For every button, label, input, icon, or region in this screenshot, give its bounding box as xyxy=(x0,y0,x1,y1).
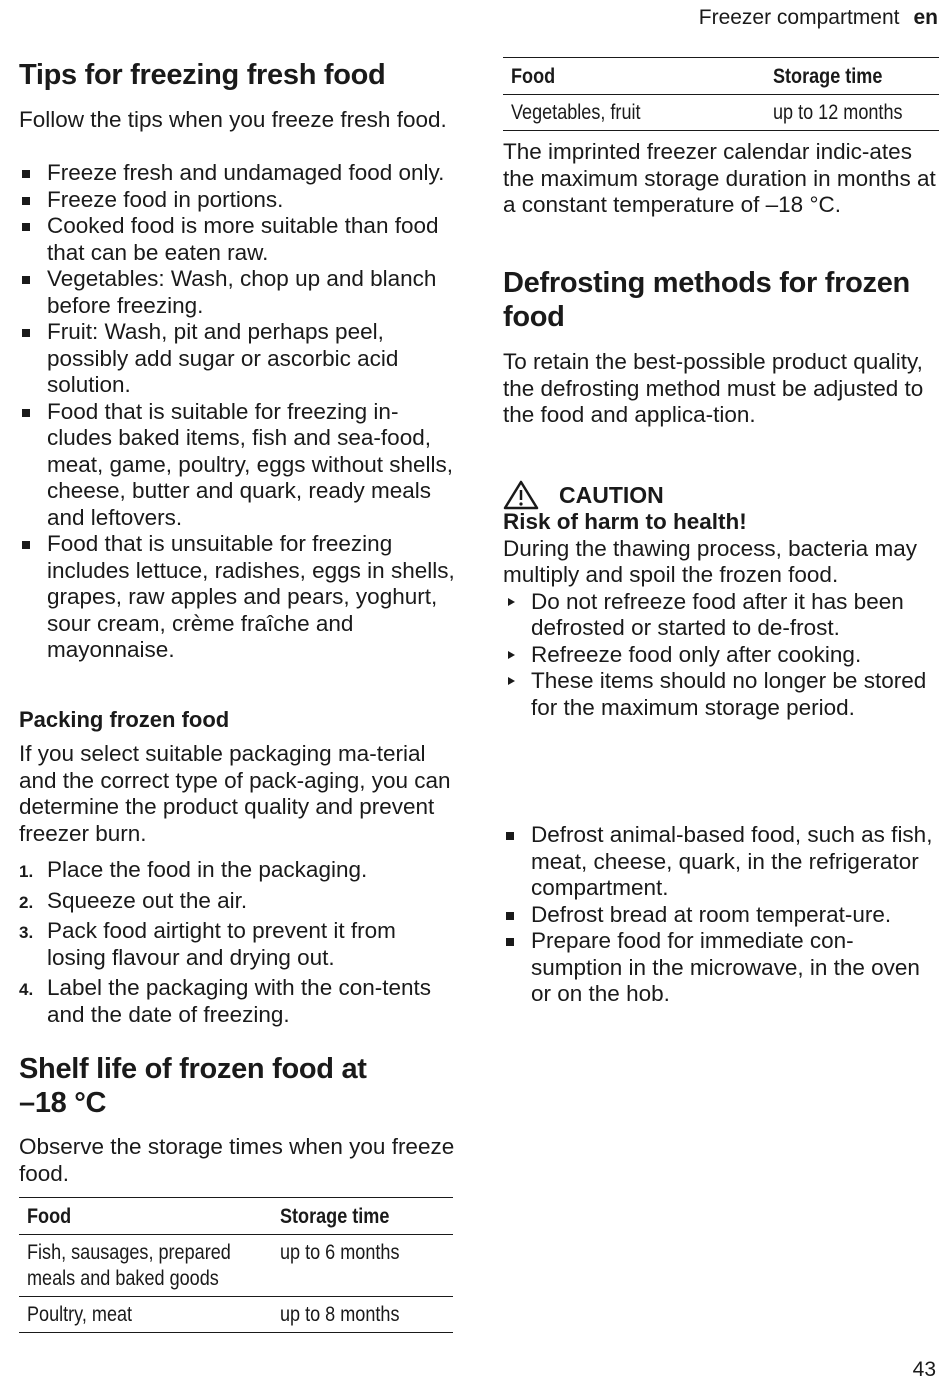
section-name: Freezer compartment xyxy=(698,6,900,29)
shelf-life-heading-line1: Shelf life of frozen food at xyxy=(19,1053,367,1085)
tips-list xyxy=(19,160,459,664)
table-row xyxy=(19,1297,453,1333)
column-header-storage-time: Storage time xyxy=(765,58,939,95)
caution-text: During the thawing process, bacteria may multiply and spoil the frozen food. xyxy=(503,535,917,587)
tips-intro: Follow the tips when you freeze fresh food. xyxy=(19,107,447,132)
step-text: Label the packaging with the con-tents and the date of freezing. xyxy=(47,975,432,1027)
defrost-list xyxy=(503,822,939,1008)
storage-table-continued xyxy=(503,57,939,131)
caution-heading xyxy=(503,480,939,510)
defrost-intro: To retain the best-possible product quality, the defrosting method must be adjusted to the food and applica-tion. xyxy=(503,349,924,427)
table-row xyxy=(503,95,939,131)
list-item: Prepare food for immediate con-sumption in the microwave, in the oven or on the hob. xyxy=(503,928,939,1008)
table-row xyxy=(19,1235,453,1297)
table-header-row xyxy=(503,58,939,95)
list-item: Defrost animal-based food, such as fish, meat, cheese, quark, in the refrigerator compartment. xyxy=(503,822,939,902)
page-number: 43 xyxy=(912,1358,936,1381)
food-cell: Fish, sausages, prepared meals and baked goods xyxy=(19,1235,272,1297)
list-item: Freeze fresh and undamaged food only. xyxy=(19,160,459,187)
list-item: Defrost bread at room temperat-ure. xyxy=(503,902,939,929)
list-item: Fruit: Wash, pit and perhaps peel, possibly add sugar or ascorbic acid solution. xyxy=(19,319,459,399)
shelf-life-intro: Observe the storage times when you freeze food. xyxy=(19,1134,455,1186)
step-number: 1. xyxy=(19,862,34,881)
list-item: Food that is unsuitable for freezing includes lettuce, radishes, eggs in shells, grapes, raw apples and pears, yoghurt, sour cream, crème fraîche and mayonnaise. xyxy=(19,531,459,664)
step-number: 3. xyxy=(19,923,34,942)
storage-time-cell: up to 8 months xyxy=(272,1297,453,1333)
column-header-food: Food xyxy=(19,1198,272,1235)
step-text: Squeeze out the air. xyxy=(47,887,248,913)
column-header-food: Food xyxy=(503,58,765,95)
caution-risk: Risk of harm to health! xyxy=(503,509,747,534)
food-cell: Vegetables, fruit xyxy=(503,95,765,131)
caution-block xyxy=(503,480,939,721)
caution-label: CAUTION xyxy=(559,481,664,508)
list-item xyxy=(19,975,449,1028)
packing-intro: If you select suitable packaging ma-terial and the correct type of pack-aging, you can determine the product quality and prevent freezer burn. xyxy=(19,741,451,846)
list-item: Do not refreeze food after it has been defrosted or started to de-frost. xyxy=(503,589,939,642)
warning-triangle-icon xyxy=(503,480,539,510)
storage-time-cell: up to 6 months xyxy=(272,1235,453,1297)
list-item: Vegetables: Wash, chop up and blanch before freezing. xyxy=(19,266,459,319)
shelf-life-heading xyxy=(19,1052,459,1120)
list-item xyxy=(19,888,449,915)
storage-table xyxy=(19,1197,453,1333)
shelf-life-heading-line2: –18 °C xyxy=(19,1087,107,1119)
step-number: 2. xyxy=(19,892,34,912)
column-header-storage-time: Storage time xyxy=(272,1198,453,1235)
step-number: 4. xyxy=(19,980,34,999)
list-item: Freeze food in portions. xyxy=(19,187,459,214)
table-header-row xyxy=(19,1198,453,1235)
defrost-heading: Defrosting methods for frozen food xyxy=(503,267,910,333)
caution-actions xyxy=(503,589,939,722)
food-cell: Poultry, meat xyxy=(19,1297,272,1333)
list-item: Refreeze food only after cooking. xyxy=(503,642,939,669)
list-item: Cooked food is more suitable than food that can be eaten raw. xyxy=(19,213,459,266)
running-header xyxy=(699,6,938,30)
tips-heading: Tips for freezing fresh food xyxy=(19,59,386,91)
step-text: Place the food in the packaging. xyxy=(47,857,368,882)
list-item: These items should no longer be stored for the maximum storage period. xyxy=(503,668,939,721)
list-item: Food that is suitable for freezing in-cludes baked items, fish and sea-food, meat, game, poultry, eggs without shells, cheese, butter and quark, ready meals and leftovers. xyxy=(19,399,459,532)
storage-time-cell: up to 12 months xyxy=(765,95,939,131)
packing-heading: Packing frozen food xyxy=(19,707,230,732)
step-text: Pack food airtight to prevent it from losing flavour and drying out. xyxy=(47,918,396,970)
list-item xyxy=(19,857,449,884)
list-item xyxy=(19,918,449,971)
calendar-note: The imprinted freezer calendar indic-ates the maximum storage duration in months at a constant temperature of –18 °C. xyxy=(503,139,936,217)
language-code: en xyxy=(913,6,938,29)
packing-steps xyxy=(19,857,449,1028)
